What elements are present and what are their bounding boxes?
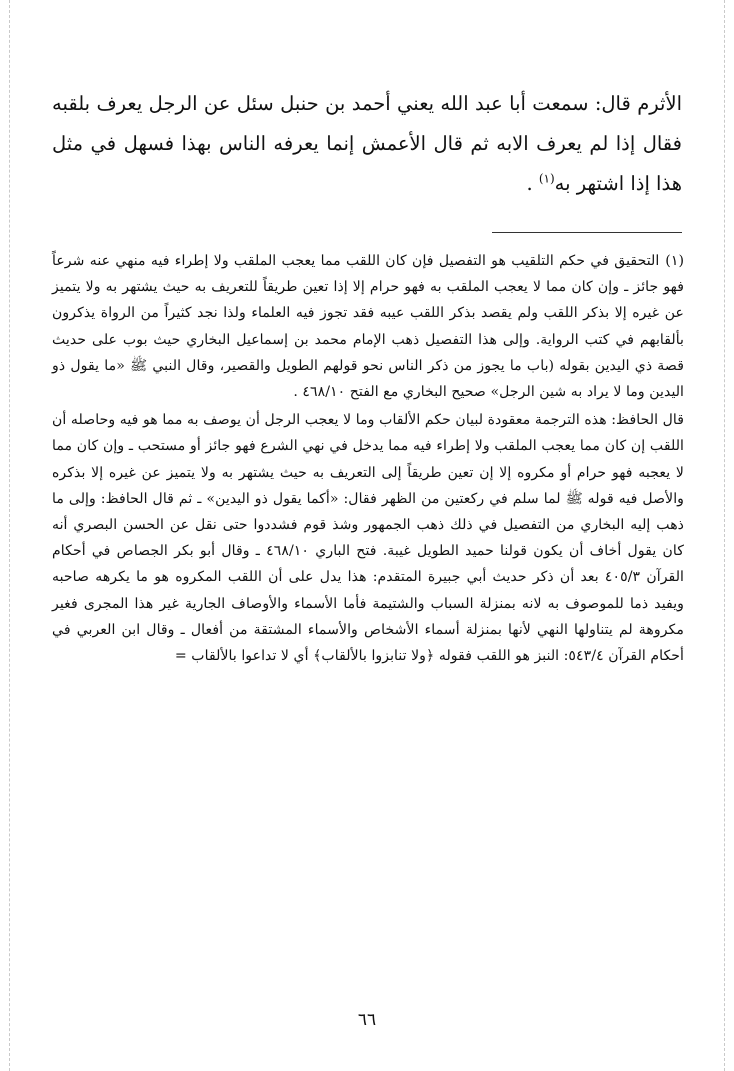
scan-edge-left	[9, 0, 10, 1071]
main-paragraph-text: الأثرم قال: سمعت أبا عبد الله يعني أحمد بن حنبل سئل عن الرجل يعرف بلقبه فقال إذا لم يعرف الابه ثم قال الأعمش إنما يعرفه الناس بهذا فسهل في مثل هذا إذا اشتهر به	[52, 92, 682, 195]
footnote-item	[52, 248, 684, 405]
footnote-reference: (١)	[538, 171, 555, 186]
main-paragraph	[52, 84, 682, 204]
footnote-text: قال الحافظ: هذه الترجمة معقودة لبيان حكم الألقاب وما لا يعجب الرجل أن يوصف به مما هو فيه وحاصله أن اللقب إن كان مما يعجب الملقب ولا إطراء فيه مما يدخل في نهي الشرع فهو جائز أو مستحب ـ وإن كان مما لا يعجبه فهو حرام أو مكروه إلا إن تعين طريقاً إلى التعريف به حيث يشتهر به ولا يتميز عن غيره إلا بذكره والأصل فيه قوله ﷺ لما سلم في ركعتين من الظهر فقال: «أكما يقول ذو اليدين» ـ ثم قال الحافظ: وإلى ما ذهب إليه البخاري من التفصيل في ذلك ذهب الجمهور وشذ قوم فشددوا حتى نقل عن الحسن البصري أنه كان يقول أخاف أن يكون قولنا حميد الطويل غيبة. فتح الباري ٤٦٨/١٠ ـ وقال أبو بكر الجصاص في أحكام القرآن ٤٠٥/٣ بعد أن ذكر حديث أبي جبيرة المتقدم: هذا يدل على أن اللقب المكروه هو ما يكرهه صاحبه ويفيد ذما للموصوف به لانه بمنزلة السباب والشتيمة فأما الأسماء والأوصاف الجارية غير هذا المجرى فغير مكروهة لم يتناولها النهي لأنها بمنزلة أسماء الأشخاص والأسماء المشتقة من أفعال ـ وقال ابن العربي في أحكام القرآن ٥٤٣/٤: النبز هو اللقب فقوله ﴿ولا تنابزوا بالألقاب﴾ أي لا تداعوا بالألقاب =	[52, 412, 684, 665]
footnote-text: التحقيق في حكم التلقيب هو التفصيل فإن كان اللقب مما يعجب الملقب ولا إطراء فيه منهي عنه شرعاً فهو جائز ـ وإن كان مما لا يعجب الملقب به فهو حرام إلا إذا تعين طريقاً للتعريف به حيث يشتهر به ولا يتميز عن غيره إلا بذكر اللقب ولم يقصد بذكر اللقب عيبه فقد تجوز فيه العلماء ولذا نجد كثيراً من الرواة يذكرون بألقابهم في كتب الرواية. وإلى هذا التفصيل ذهب الإمام محمد بن إسماعيل البخاري حيث بوب على حديث قصة ذي اليدين بقوله (باب ما يجوز من ذكر الناس نحو قولهم الطويل والقصير، وقال النبي ﷺ «ما يقول ذو اليدين وما لا يراد به شين الرجل» صحيح البخاري مع الفتح ٤٦٨/١٠ .	[52, 253, 684, 401]
footnote-number: (١)	[665, 253, 684, 269]
main-text	[52, 84, 682, 204]
scan-edge-right	[724, 0, 725, 1071]
main-paragraph-end: .	[526, 172, 539, 195]
footnote-item	[52, 407, 684, 669]
page-number: ٦٦	[357, 1010, 377, 1030]
footnote-separator	[492, 232, 682, 233]
footnotes	[52, 248, 684, 671]
